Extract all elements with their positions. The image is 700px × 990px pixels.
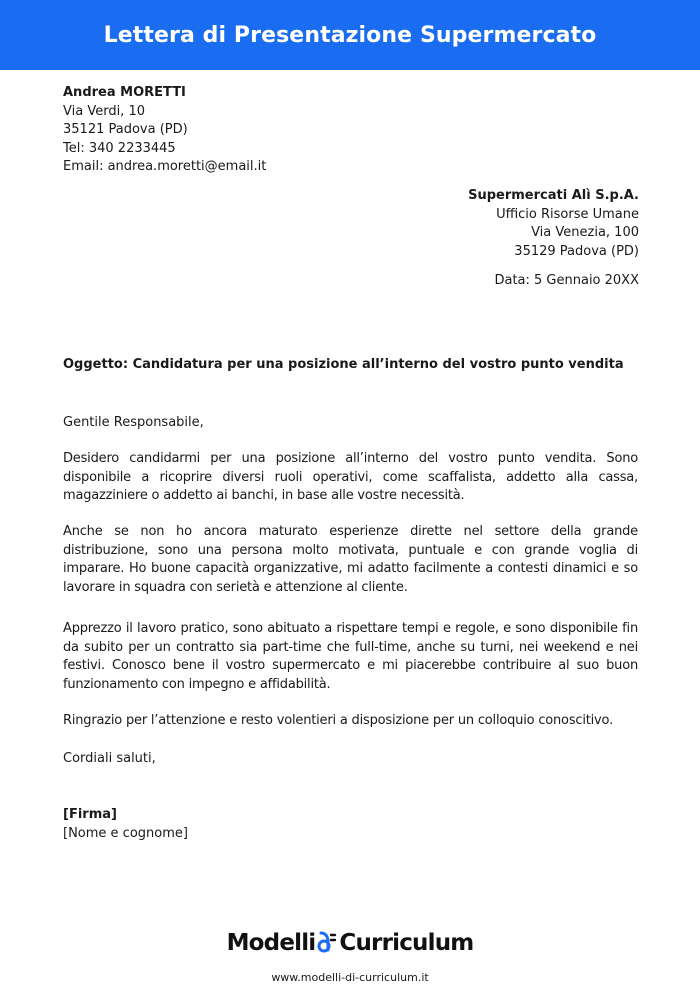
sender-block — [63, 84, 266, 177]
logo-text-right: Curriculum — [339, 930, 474, 956]
recipient-block — [468, 187, 639, 261]
signature-name: [Nome e cognome] — [63, 825, 188, 841]
sender-email: Email: andrea.moretti@email.it — [63, 159, 267, 174]
sender-name: Andrea MORETTI — [63, 85, 186, 100]
recipient-company: Supermercati Alì S.p.A. — [468, 188, 639, 203]
header-banner — [0, 0, 700, 70]
signature-placeholder: [Firma] — [63, 807, 117, 822]
footer-url[interactable]: www.modelli-di-curriculum.it — [271, 971, 429, 984]
body-paragraph-1: Desidero candidarmi per una posizione all’interno del vostro punto vendita. Sono disponibile a ricoprire diversi ruoli operativi, come scaffalista, addetto alla cassa, magazziniere o addetto ai banchi, in base alle vostre necessità. — [63, 451, 638, 503]
recipient-city: 35129 Padova (PD) — [514, 243, 639, 259]
page-title: Lettera di Presentazione Supermercato — [103, 22, 597, 48]
sender-city: 35121 Padova (PD) — [63, 122, 188, 137]
signature-block — [63, 806, 188, 843]
sender-phone: Tel: 340 2233445 — [63, 140, 176, 156]
logo-text-left: Modelli — [226, 930, 316, 956]
body-paragraph-4: Ringrazio per l’attenzione e resto volentieri a disposizione per un colloquio conoscitivo. — [63, 713, 614, 728]
letter-date: Data: 5 Gennaio 20XX — [494, 273, 639, 288]
letter-greeting: Gentile Responsabile, — [63, 415, 204, 430]
letter-closing: Cordiali saluti, — [63, 751, 156, 766]
sender-address: Via Verdi, 10 — [63, 103, 145, 119]
di-clip-icon — [316, 930, 338, 960]
body-paragraph-3: Apprezzo il lavoro pratico, sono abituato a rispettare tempi e regole, e sono disponibile fin da subito per un contratto sia part-time che full-time, anche su turni, nei weekend e nei festivi. Conosco bene il vostro supermercato e mi piacerebbe contribuire al suo buon funzionamento con impegno e affidabilità. — [63, 621, 638, 692]
body-paragraph-2: Anche se non ho ancora maturato esperienze dirette nel settore della grande distribuzione, sono una persona molto motivata, puntuale e con grande voglia di imparare. Ho buone capacità organizzative, mi adatto facilmente a contesti dinamici e so lavorare in squadra con serietà e attenzione al cliente. — [63, 524, 638, 595]
recipient-address: Via Venezia, 100 — [531, 225, 639, 240]
letter-subject: Oggetto: Candidatura per una posizione all’interno del vostro punto vendita — [63, 357, 624, 372]
brand-logo — [0, 930, 700, 960]
recipient-department: Ufficio Risorse Umane — [496, 206, 639, 222]
